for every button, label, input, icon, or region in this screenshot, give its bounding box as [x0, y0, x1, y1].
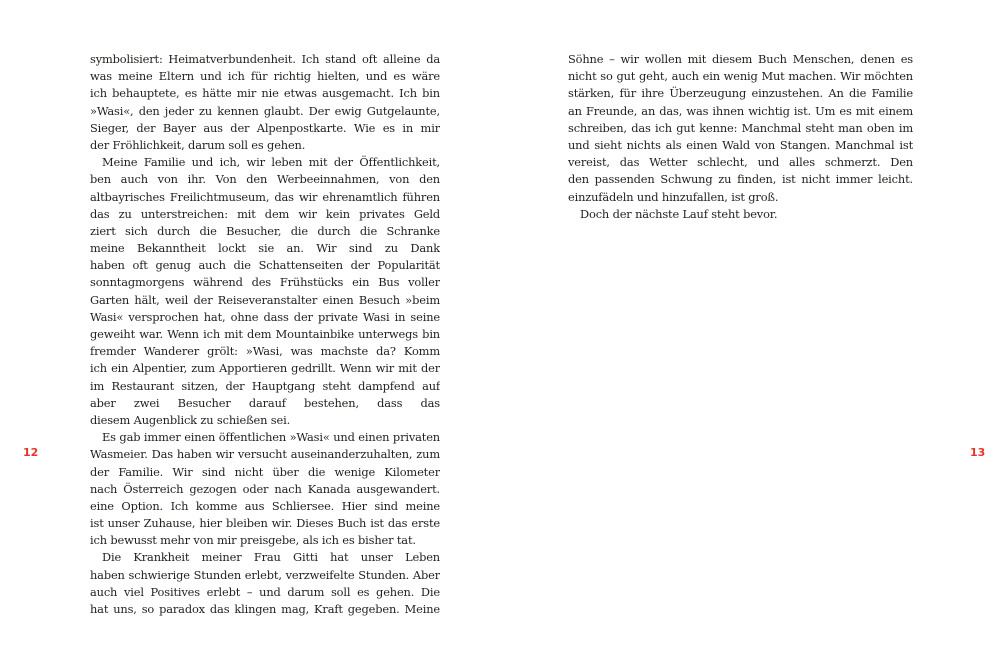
left-page-text	[90, 51, 440, 618]
text-line: das zu unterstreichen: mit dem wir kein privates Geld	[90, 206, 440, 221]
text-line: Garten hält, weil der Reiseveranstalter einen Besuch »beim	[90, 292, 440, 307]
text-line: »Wasi«, den jeder zu kennen glaubt. Der ewig Gutgelaunte,	[90, 103, 440, 118]
text-line: Es gab immer einen öffentlichen »Wasi« und einen privaten	[102, 430, 440, 445]
text-line: Wasi« versprochen hat, ohne dass der private Wasi in seine	[90, 309, 440, 324]
text-line: an Freunde, an das, was ihnen wichtig ist. Um es mit einem	[568, 103, 913, 118]
text-line: der Familie. Wir sind nicht über die wenige Kilometer	[90, 464, 440, 479]
text-line: ziert sich durch die Besucher, die durch die Schranke	[90, 223, 440, 238]
text-line: aber zwei Besucher darauf bestehen, dass das	[90, 395, 440, 410]
text-line: sonntagmorgens während des Frühstücks ein Bus voller	[90, 275, 440, 290]
text-line: Söhne – wir wollen mit diesem Buch Menschen, denen es	[568, 52, 913, 66]
text-line: einzufädeln und hinzufallen, ist groß.	[568, 189, 779, 204]
text-line: symbolisiert: Heimatverbundenheit. Ich stand oft alleine da	[90, 52, 440, 66]
text-line: haben schwierige Stunden erlebt, verzweifelte Stunden. Aber	[90, 567, 440, 582]
text-line: schreiben, das ich gut kenne: Manchmal steht man oben im	[568, 120, 913, 135]
text-line: hat uns, so paradox das klingen mag, Kraft gegeben. Meine	[90, 602, 440, 617]
text-line: der Fröhlichkeit, darum soll es gehen.	[90, 137, 306, 152]
text-line: diesem Augenblick zu schießen sei.	[90, 412, 291, 427]
text-line: nach Österreich gezogen oder nach Kanada ausgewandert.	[90, 481, 440, 496]
text-line: ben auch von ihr. Von den Werbeeinnahmen, von den	[90, 172, 440, 187]
text-line: geweiht war. Wenn ich mit dem Mountainbike unterwegs bin	[90, 327, 440, 342]
page-number-left: 12	[23, 446, 39, 459]
text-line: ich behauptete, es hätte mir nie etwas ausgemacht. Ich bin	[90, 86, 440, 101]
text-line: Wasmeier. Das haben wir versucht auseinanderzuhalten, zum	[90, 447, 440, 462]
text-line: nicht so gut geht, auch ein wenig Mut machen. Wir möchten	[568, 69, 913, 84]
text-line: haben oft genug auch die Schattenseiten der Popularität	[90, 258, 440, 273]
text-line: fremder Wanderer grölt: »Wasi, was machste da? Komm	[90, 344, 440, 359]
text-line: meine Bekanntheit lockt sie an. Wir sind zu Dank	[90, 241, 440, 256]
right-page	[500, 0, 1000, 666]
text-line: altbayrisches Freilichtmuseum, das wir ehrenamtlich führen	[90, 189, 440, 204]
text-line: im Restaurant sitzen, der Hauptgang steht dampfend auf	[90, 378, 440, 393]
text-line: eine Option. Ich komme aus Schliersee. Hier sind meine	[90, 498, 440, 513]
text-line: ist unser Zuhause, hier bleiben wir. Dieses Buch ist das erste	[90, 516, 440, 531]
text-line: Doch der nächste Lauf steht bevor.	[580, 206, 778, 221]
text-line: ich ein Alpentier, zum Apportieren gedrillt. Wenn wir mit der	[90, 361, 440, 376]
text-line: Sieger, der Bayer aus der Alpenpostkarte. Wie es in mir	[90, 120, 440, 135]
text-line: auch viel Positives erlebt – und darum soll es gehen. Die	[90, 584, 440, 599]
text-line: Die Krankheit meiner Frau Gitti hat unser Leben	[102, 550, 440, 565]
text-line: was meine Eltern und ich für richtig hielten, und es wäre	[90, 69, 440, 84]
right-page-text	[568, 51, 913, 223]
text-line: stärken, für ihre Überzeugung einzustehen. An die Familie	[568, 86, 913, 101]
text-line: vereist, das Wetter schlecht, und alles schmerzt. Den	[568, 155, 913, 170]
text-line: und sieht nichts als einen Wald von Stangen. Manchmal ist	[568, 137, 913, 152]
text-line: Meine Familie und ich, wir leben mit der Öffentlichkeit,	[102, 155, 440, 170]
text-line: ich bewusst mehr von mir preisgebe, als ich es bisher tat.	[90, 533, 416, 548]
text-line: den passenden Schwung zu finden, ist nicht immer leicht.	[568, 172, 913, 187]
page-number-right: 13	[970, 446, 986, 459]
